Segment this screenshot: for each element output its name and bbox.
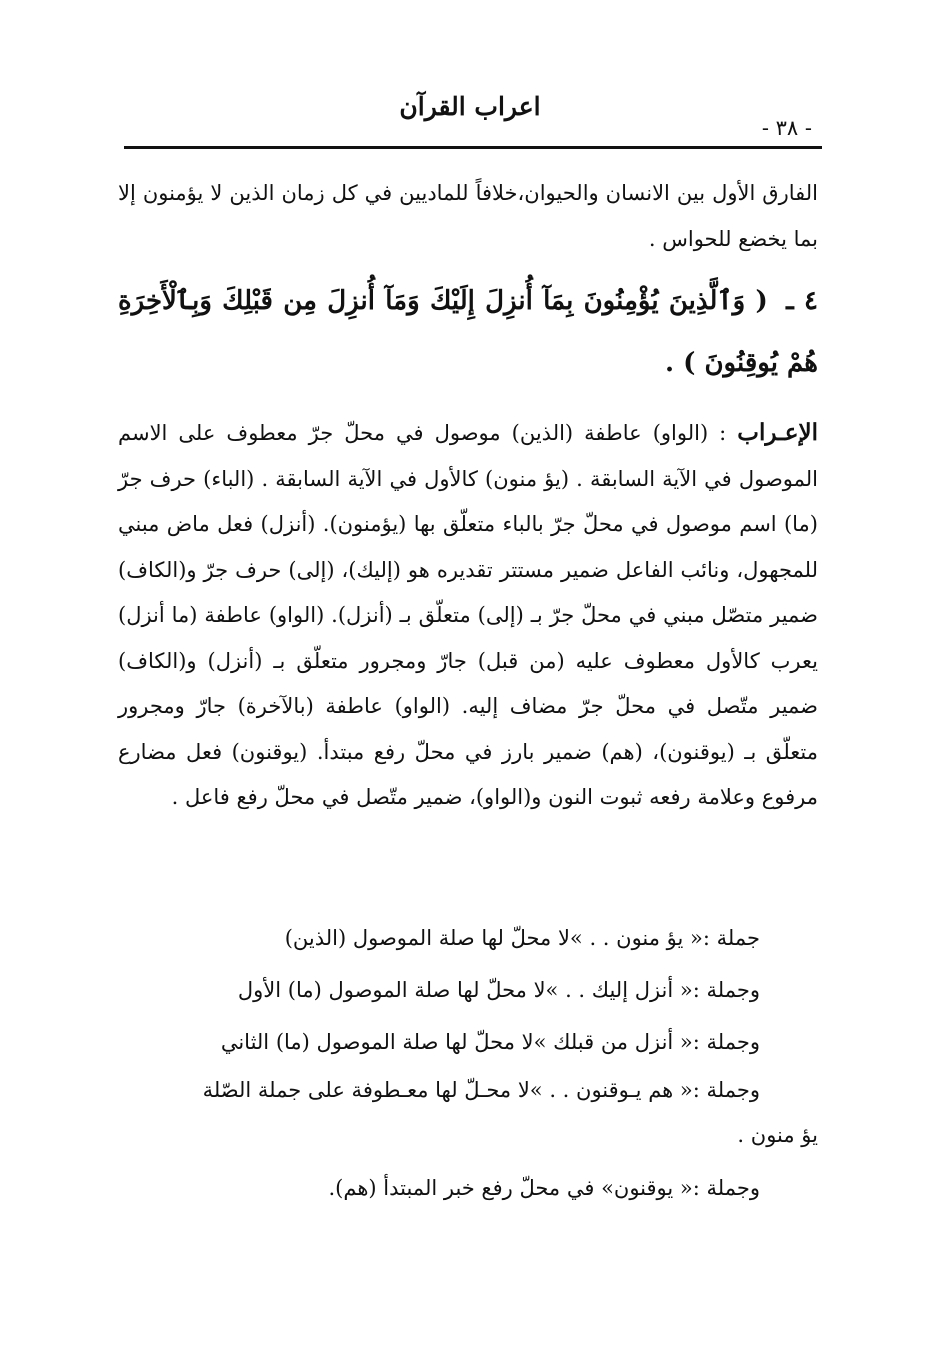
sentence-item: جملة :« يؤ منون . . »لا محلّ لها صلة الموصول (الذين) bbox=[284, 926, 760, 950]
irab-text: : (الواو) عاطفة (الذين) موصول في محلّ جرّ معطوف على الاسم الموصول في الآية السابقة . (يؤ منون) كالأول في الآية السابقة . (الباء) حرف جرّ (ما) اسم موصول في محلّ جرّ بالباء متعلّق بها (يؤمنون). (أنزل) فعل ماض مبني للمجهول، ونائب الفاعل ضمير مستتر تقديره هو (إليك)، (إلى) حرف جرّ و(الكاف) ضمير متصّل مبني في محلّ جرّ بـ (إلى) متعلّق بـ (أنزل). (الواو) عاطفة (ما أنزل) يعرب كالأول معطوف عليه (من قبل) جارّ ومجرور متعلّق بـ (أنزل) و(الكاف) ضمير متّصل في محلّ جرّ مضاف إليه. (الواو) عاطفة (بالآخرة) جارّ ومجرور متعلّق بـ (يوقنون)، (هم) ضمير بارز في محلّ رفع مبتدأ. (يوقنون) فعل مضارع مرفوع وعلامة رفعه ثبوت النون و(الواو)، ضمير متّصل في محلّ رفع فاعل . bbox=[118, 421, 818, 809]
page-header bbox=[120, 92, 820, 142]
sentence-text: وجملة :« هم يـوقنون . . »لا محـلّ لها معـطوفة على جملة الصّلة bbox=[202, 1078, 760, 1102]
sentence-item-wrapped bbox=[118, 1068, 818, 1158]
sentence-item: وجملة :« يوقنون» في محلّ رفع خبر المبتدأ (هم). bbox=[328, 1176, 760, 1200]
verse-number: ٤ ـ bbox=[786, 286, 818, 316]
irab-paragraph bbox=[118, 410, 818, 821]
sentence-list bbox=[118, 912, 818, 1214]
intro-paragraph: الفارق الأول بين الانسان والحيوان،خلافاً للماديين في كل زمان الذين لا يؤمنون إلا بما يخضع للحواس . bbox=[118, 181, 818, 251]
sentence-continuation: يؤ منون . bbox=[737, 1123, 818, 1147]
irab-label: الإعـراب bbox=[737, 419, 818, 446]
sentence-item: وجملة :« أنزل من قبلك »لا محلّ لها صلة الموصول (ما) الثاني bbox=[220, 1030, 760, 1054]
header-rule bbox=[124, 146, 822, 149]
quran-verse bbox=[118, 270, 818, 394]
running-title: اعراب القرآن bbox=[399, 92, 541, 121]
sentence-item: وجملة :« أنزل إليك . . »لا محلّ لها صلة الموصول (ما) الأول bbox=[237, 978, 760, 1002]
verse-text: ( وَٱلَّذِينَ يُؤْمِنُونَ بِمَآ أُنزِلَ إِلَيْكَ وَمَآ أُنزِلَ مِن قَبْلِكَ وَبِٱلْأَخِرَةِ هُمْ يُوقِنُونَ ) . bbox=[118, 286, 818, 378]
page-number: - ٣٨ - bbox=[761, 116, 812, 140]
